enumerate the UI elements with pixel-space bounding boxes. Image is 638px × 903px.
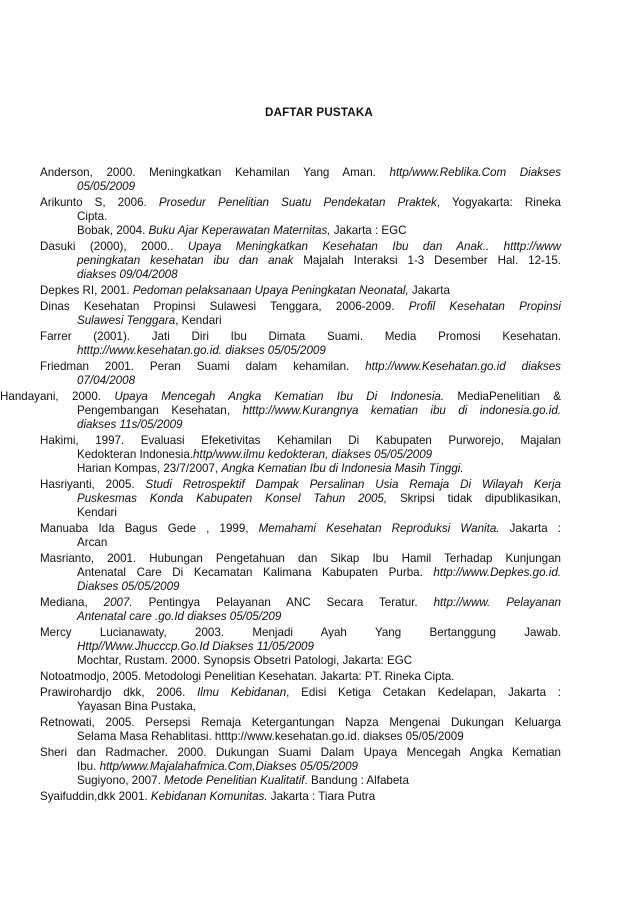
reference-italic-text: 05/05/2009: [77, 180, 136, 193]
reference-line: [77, 654, 412, 668]
reference-line: [40, 596, 561, 610]
reference-line: [40, 670, 454, 684]
reference-italic-text: http/www.ilmu kedokteran, diakses 05/05/2009: [193, 448, 433, 461]
reference-text: Bobak, 2004.: [77, 224, 149, 237]
reference-italic-text: Http//Www.Jhucccp.Go.Id Diakses 11/05/2009: [77, 640, 314, 653]
reference-line: [40, 626, 561, 640]
reference-italic-text: Antenatal care .go.Id diakses 05/05/209: [77, 610, 282, 623]
reference-italic-text: Buku Ajar Keperawatan Maternitas,: [148, 224, 331, 237]
reference-line: [77, 610, 281, 624]
reference-text: Jakarta : EGC: [330, 224, 407, 237]
reference-text: Skripsi tidak dipublikasikan,: [387, 492, 561, 505]
reference-italic-text: peningkatan kesehatan ibu dan anak: [77, 254, 294, 267]
reference-text: Cipta.: [77, 210, 108, 223]
reference-text: Pentingya Pelayanan ANC Secara Teratur.: [132, 596, 434, 609]
reference-italic-text: Metode Penelitian Kualitatif: [164, 774, 305, 787]
reference-text: Syaifuddin,dkk 2001.: [40, 790, 151, 803]
reference-text: Sheri dan Radmacher. 2000. Dukungan Suami Dalam Upaya Mencegah Angka Kematian: [40, 746, 561, 759]
reference-line: [77, 774, 409, 788]
reference-text: Jakarta: [408, 284, 450, 297]
reference-text: Hasriyanti, 2005.: [40, 478, 146, 491]
reference-text: Anderson, 2000. Meningkatkan Kehamilan Yang Aman.: [40, 166, 390, 179]
reference-line: [77, 344, 326, 358]
reference-text: Friedman 2001. Peran Suami dalam kehamilan.: [40, 360, 366, 373]
reference-line: [77, 224, 407, 238]
reference-text: Kedokteran Indonesia.: [77, 448, 194, 461]
reference-line: [40, 522, 561, 536]
reference-italic-text: http/www.Reblika.Com Diakses: [389, 166, 562, 179]
reference-line: [77, 314, 222, 328]
reference-text: Arikunto S, 2006.: [40, 196, 159, 209]
reference-text: Selama Masa Rehablitasi. htttp://www.kesehatan.go.id. diakses 05/05/2009: [77, 730, 464, 743]
reference-text: Hakimi, 1997. Evaluasi Efeketivitas Kehamilan Di Kabupaten Purworejo, Majalan: [40, 434, 561, 447]
reference-line: [0, 390, 561, 404]
reference-text: Dinas Kesehatan Propinsi Sulawesi Tenggara, 2006-2009.: [40, 300, 409, 313]
reference-line: [77, 506, 117, 520]
reference-line: [40, 284, 450, 298]
reference-text: Antenatal Care Di Kecamatan Kalimana Kabupaten Purba.: [77, 566, 434, 579]
reference-line: [77, 404, 561, 418]
reference-italic-text: Kebidanan Komunitas.: [150, 790, 268, 803]
reference-line: [40, 360, 561, 374]
reference-text: Mochtar, Rustam. 2000. Synopsis Obsetri Patologi, Jakarta: EGC: [77, 654, 413, 667]
reference-line: [77, 580, 179, 594]
reference-text: [489, 240, 503, 253]
reference-line: [77, 268, 178, 282]
reference-text: Arcan: [77, 536, 108, 549]
reference-line: [40, 196, 561, 210]
reference-text: Sugiyono, 2007.: [77, 774, 165, 787]
reference-italic-text: diakses 09/04/2008: [77, 268, 178, 281]
reference-text: Masrianto, 2001. Hubungan Pengetahuan dan Sikap Ibu Hamil Terhadap Kunjungan: [40, 552, 561, 565]
reference-italic-text: Puskesmas Konda Kabupaten Konsel Tahun 2005,: [77, 492, 388, 505]
reference-italic-text: http://www.Depkes.go.id.: [433, 566, 561, 579]
reference-text: , Edisi Ketiga Cetakan Kedelapan, Jakarta :: [286, 686, 561, 699]
reference-line: [77, 210, 107, 224]
reference-italic-text: Prosedur Penelitian Suatu Pendekatan Praktek: [158, 196, 437, 209]
reference-line: [77, 730, 464, 744]
reference-line: [40, 166, 561, 180]
reference-line: [40, 686, 561, 700]
reference-line: [40, 746, 561, 760]
reference-italic-text: htttp://www.kesehatan.go.id. diakses 05/05/2009: [77, 344, 326, 357]
reference-italic-text: htttp://www: [503, 240, 561, 253]
reference-line: [77, 418, 183, 432]
reference-text: Kendari: [77, 506, 117, 519]
reference-text: Farrer (2001). Jati Diri Ibu Dimata Suami. Media Promosi Kesehatan.: [40, 330, 561, 343]
reference-text: Handayani, 2000.: [0, 390, 115, 403]
reference-italic-text: Profil Kesehatan Propinsi: [408, 300, 561, 313]
reference-text: Ibu.: [77, 760, 100, 773]
reference-italic-text: diakses 11s/05/2009: [77, 418, 183, 431]
reference-line: [77, 180, 135, 194]
reference-text: . Bandung : Alfabeta: [304, 774, 409, 787]
reference-text: Mercy Lucianawaty, 2003. Menjadi Ayah Yang Bertanggung Jawab.: [40, 626, 561, 639]
reference-line: [40, 330, 561, 344]
reference-text: Manuaba Ida Bagus Gede , 1999,: [40, 522, 259, 535]
reference-italic-text: Sulawesi Tenggara: [77, 314, 176, 327]
reference-italic-text: Diakses 05/05/2009: [77, 580, 180, 593]
reference-text: Depkes RI, 2001.: [40, 284, 133, 297]
reference-text: Jakarta :: [499, 522, 561, 535]
reference-italic-text: http://www. Pelayanan: [433, 596, 561, 609]
reference-italic-text: 2007.: [103, 596, 133, 609]
reference-text: Prawirohardjo dkk, 2006.: [40, 686, 198, 699]
reference-text: Retnowati, 2005. Persepsi Remaja Ketergantungan Napza Mengenai Dukungan Keluarga: [40, 716, 561, 729]
reference-line: [77, 566, 561, 580]
reference-text: Jakarta : Tiara Putra: [267, 790, 376, 803]
reference-italic-text: Studi Retrospektif Dampak Persalinan Usia Remaja Di Wilayah Kerja: [145, 478, 561, 491]
reference-line: [40, 478, 561, 492]
reference-italic-text: Angka Kematian Ibu di Indonesia Masih Tinggi.: [221, 462, 464, 475]
reference-italic-text: Upaya Meningkatkan Kesehatan Ibu dan Anak..: [187, 240, 490, 253]
page-title: DAFTAR PUSTAKA: [265, 106, 373, 119]
reference-italic-text: htttp://www.Kurangnya kematian ibu di indonesia.go.id.: [242, 404, 561, 417]
reference-line: [40, 300, 561, 314]
reference-line: [77, 462, 464, 476]
reference-italic-text: Upaya Mencegah Angka Kematian Ibu Di Indonesia.: [114, 390, 445, 403]
reference-text: , Kendari: [175, 314, 222, 327]
reference-line: [40, 790, 375, 804]
reference-text: Dasuki (2000), 2000..: [40, 240, 188, 253]
reference-text: Mediana,: [40, 596, 104, 609]
reference-italic-text: Memahami Kesehatan Reproduksi Wanita.: [258, 522, 500, 535]
reference-italic-text: http://www.Kesehatan.go.id diakses: [365, 360, 561, 373]
reference-line: [77, 374, 135, 388]
reference-italic-text: 07/04/2008: [77, 374, 136, 387]
reference-italic-text: Ilmu Kebidanan: [197, 686, 287, 699]
reference-text: Harian Kompas, 23/7/2007,: [77, 462, 222, 475]
reference-text: Pengembangan Kesehatan,: [77, 404, 243, 417]
reference-line: [77, 448, 432, 462]
reference-text: Majalah Interaksi 1-3 Desember Hal. 12-15.: [293, 254, 561, 267]
reference-line: [77, 254, 561, 268]
reference-line: [77, 700, 196, 714]
reference-line: [77, 492, 561, 506]
reference-text: Notoatmodjo, 2005. Metodologi Penelitian Kesehatan. Jakarta: PT. Rineka Cipta.: [40, 670, 455, 683]
reference-line: [77, 640, 314, 654]
reference-line: [77, 760, 358, 774]
reference-text: , Yogyakarta: Rineka: [436, 196, 561, 209]
reference-text: Yayasan Bina Pustaka,: [77, 700, 197, 713]
reference-italic-text: Pedoman pelaksanaan Upaya Peningkatan Neonatal,: [132, 284, 409, 297]
reference-line: [40, 552, 561, 566]
reference-line: [40, 240, 561, 254]
reference-italic-text: http/www.Majalahafmica.Com,Diakses 05/05/2009: [99, 760, 358, 773]
reference-line: [40, 434, 561, 448]
reference-line: [77, 536, 107, 550]
reference-text: MediaPenelitian &: [444, 390, 561, 403]
reference-line: [40, 716, 561, 730]
